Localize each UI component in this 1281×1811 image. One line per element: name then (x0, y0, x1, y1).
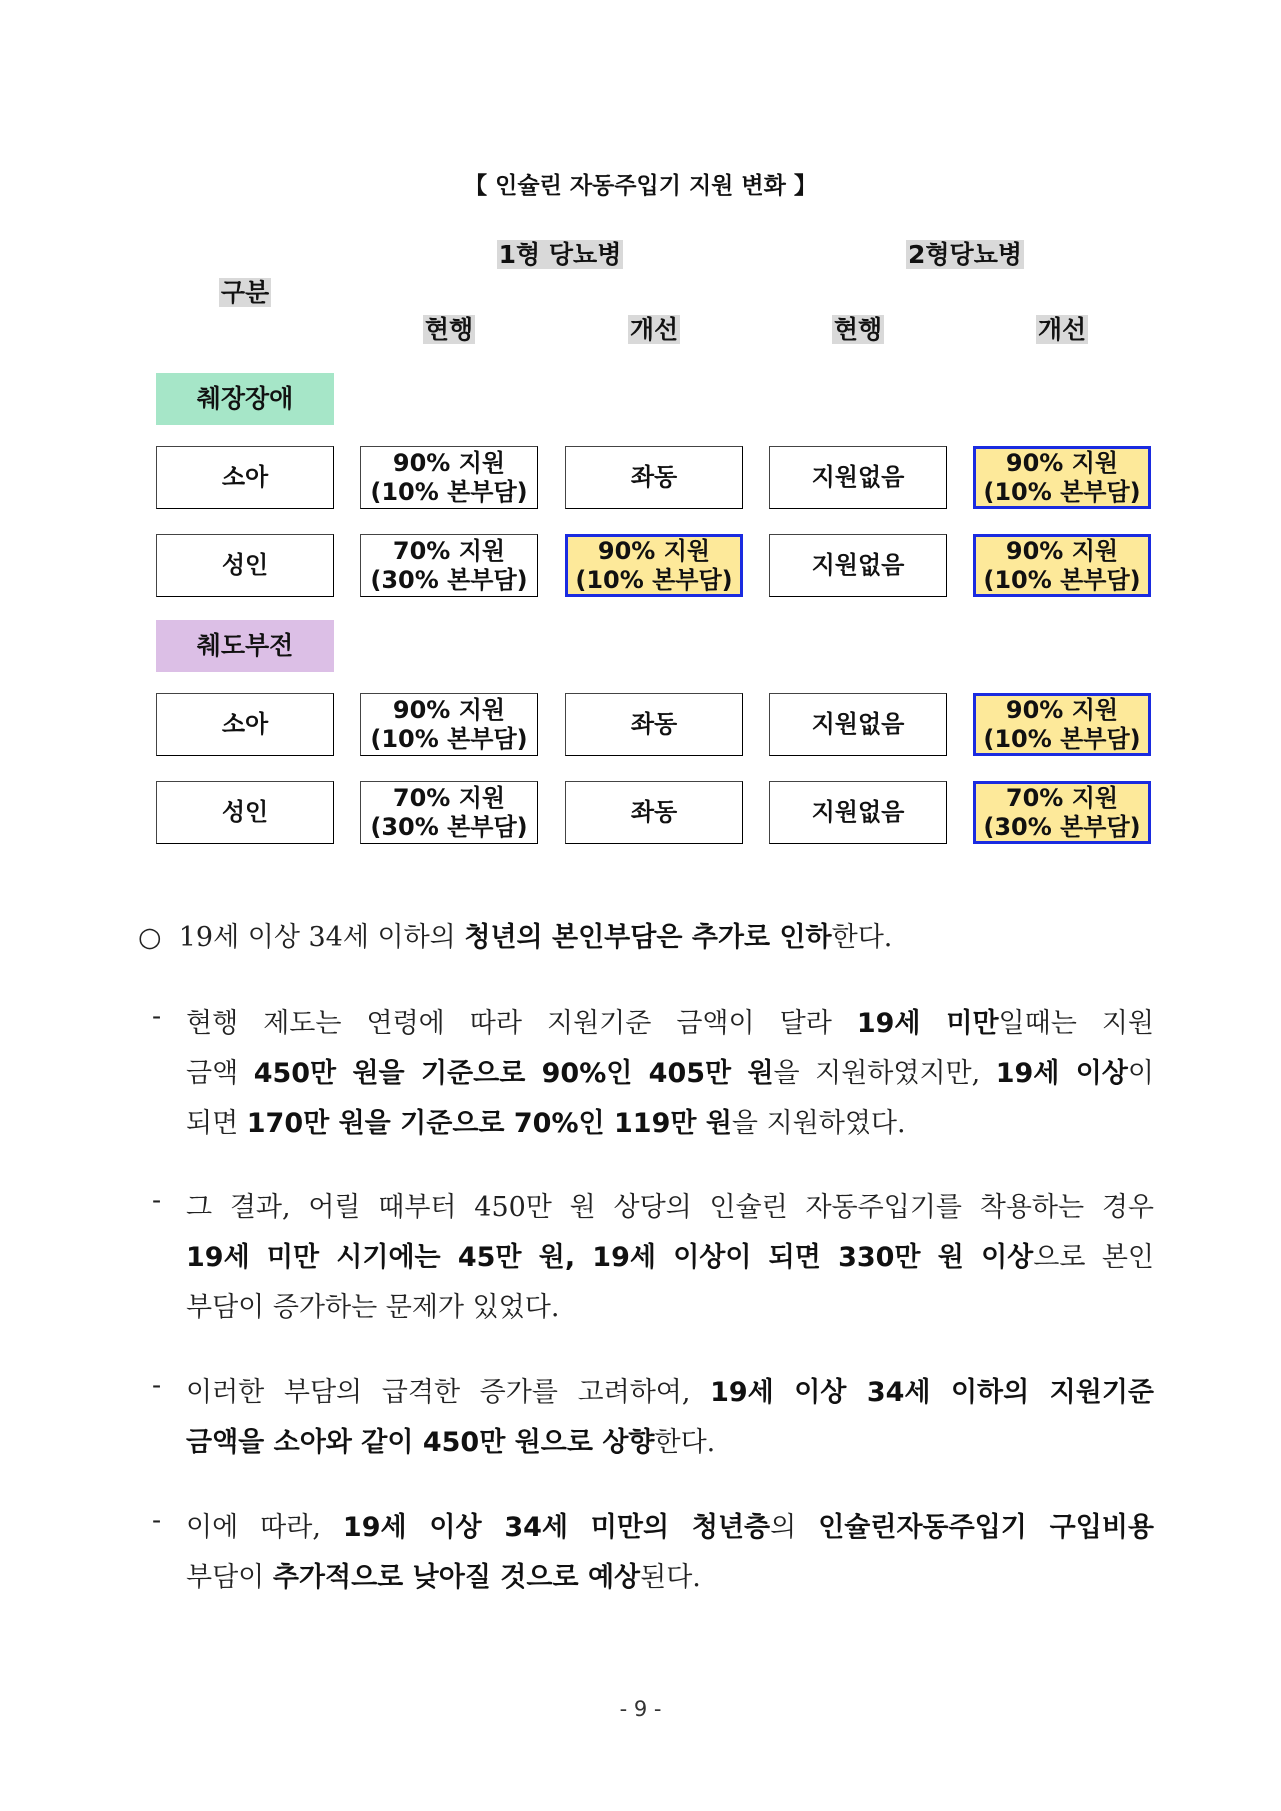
table-cell: 지원없음 (769, 534, 947, 597)
text: 한다. (654, 1427, 716, 1458)
table-cell: 좌동 (565, 781, 743, 844)
text: 19세 이상 34세 이하의 (178, 922, 465, 953)
section-label-islet-failure: 췌도부전 (156, 620, 334, 672)
table-cell: 90% 지원 (10% 본부담) (360, 446, 538, 509)
table-cell-highlighted: 90% 지원 (10% 본부담) (565, 534, 743, 597)
text: 되면 (186, 1108, 247, 1139)
text-bold: 170만 원을 기준으로 70%인 119만 원 (246, 1108, 732, 1139)
text: 일때는 지원 (998, 1008, 1154, 1039)
text: 을 지원하였지만, (773, 1058, 996, 1089)
text-bold: 인슐린자동주입기 구입비용 (818, 1512, 1154, 1543)
header-current-type2: 현행 (833, 315, 883, 344)
paragraph-line (186, 1051, 1154, 1090)
table-cell: 지원없음 (769, 446, 947, 509)
table-cell: 90% 지원 (10% 본부담) (360, 693, 538, 756)
text: 현행 제도는 연령에 따라 지원기준 금액이 달라 (186, 1008, 857, 1039)
text-bold: 청년의 본인부담은 추가로 인하 (464, 922, 832, 953)
text-bold: 19세 이상 (995, 1058, 1128, 1089)
section-label-pancreas-disorder: 췌장장애 (156, 373, 334, 425)
text-bold: 19세 이상 34세 이하의 지원기준 (710, 1377, 1154, 1408)
text-bold: 19세 미만 (856, 1008, 999, 1039)
paragraph-line: 그 결과, 어릴 때부터 450만 원 상당의 인슐린 자동주입기를 착용하는 경우 (186, 1192, 1154, 1223)
table-cell: 좌동 (565, 446, 743, 509)
row-label: 성인 (156, 781, 334, 844)
text: 으로 본인 (1033, 1242, 1154, 1273)
text: 금액 (186, 1058, 254, 1089)
header-type1: 1형 당뇨병 (498, 240, 622, 269)
dash-bullet: - (152, 1185, 162, 1216)
table-cell-highlighted: 90% 지원 (10% 본부담) (973, 534, 1151, 597)
text: 부담이 (186, 1562, 273, 1593)
table-cell-highlighted: 90% 지원 (10% 본부담) (973, 446, 1151, 509)
dash-bullet: - (152, 1370, 162, 1401)
paragraph-line (186, 1505, 1154, 1544)
paragraph-line (186, 1555, 701, 1594)
header-group-label: 구분 (220, 278, 270, 307)
dash-bullet: - (152, 1505, 162, 1536)
dash-bullet: - (152, 1001, 162, 1032)
text-bold: 추가적으로 낮아질 것으로 예상 (272, 1562, 641, 1593)
text: 의 (770, 1512, 819, 1543)
header-improved-type2: 개선 (1037, 315, 1087, 344)
table-title: 【 인슐린 자동주입기 지원 변화 】 (464, 173, 817, 199)
header-type2: 2형당뇨병 (908, 240, 1022, 269)
text-bold: 450만 원을 기준으로 90%인 405만 원 (253, 1058, 774, 1089)
text-bold: 금액을 소아와 같이 450만 원으로 상향 (186, 1427, 655, 1458)
paragraph-line (186, 1235, 1154, 1274)
text: 이러한 부담의 급격한 증가를 고려하여, (186, 1377, 711, 1408)
bullet-circle: ○ (138, 922, 162, 953)
table-cell: 지원없음 (769, 781, 947, 844)
paragraph-line (186, 1101, 906, 1140)
text: 을 지원하였다. (731, 1108, 906, 1139)
header-improved-type1: 개선 (629, 315, 679, 344)
page-number: - 9 - (619, 1697, 662, 1721)
text: 한다. (831, 922, 893, 953)
row-label: 소아 (156, 693, 334, 756)
text-bold: 19세 미만 시기에는 45만 원, 19세 이상이 되면 330만 원 이상 (186, 1242, 1034, 1273)
table-cell: 지원없음 (769, 693, 947, 756)
text-bold: 19세 이상 34세 미만의 청년층 (342, 1512, 771, 1543)
paragraph-line (186, 1001, 1154, 1040)
paragraph-line (186, 1420, 715, 1459)
row-label: 성인 (156, 534, 334, 597)
table-cell-highlighted: 90% 지원 (10% 본부담) (973, 693, 1151, 756)
paragraph-line: 부담이 증가하는 문제가 있었다. (186, 1292, 560, 1323)
text: 이에 따라, (186, 1512, 343, 1543)
paragraph-line (186, 1370, 1154, 1409)
table-cell-highlighted: 70% 지원 (30% 본부담) (973, 781, 1151, 844)
table-cell: 70% 지원 (30% 본부담) (360, 781, 538, 844)
table-cell: 좌동 (565, 693, 743, 756)
row-label: 소아 (156, 446, 334, 509)
header-current-type1: 현행 (424, 315, 474, 344)
table-cell: 70% 지원 (30% 본부담) (360, 534, 538, 597)
paragraph-main (138, 915, 892, 954)
text: 이 (1127, 1058, 1154, 1089)
text: 된다. (640, 1562, 701, 1593)
